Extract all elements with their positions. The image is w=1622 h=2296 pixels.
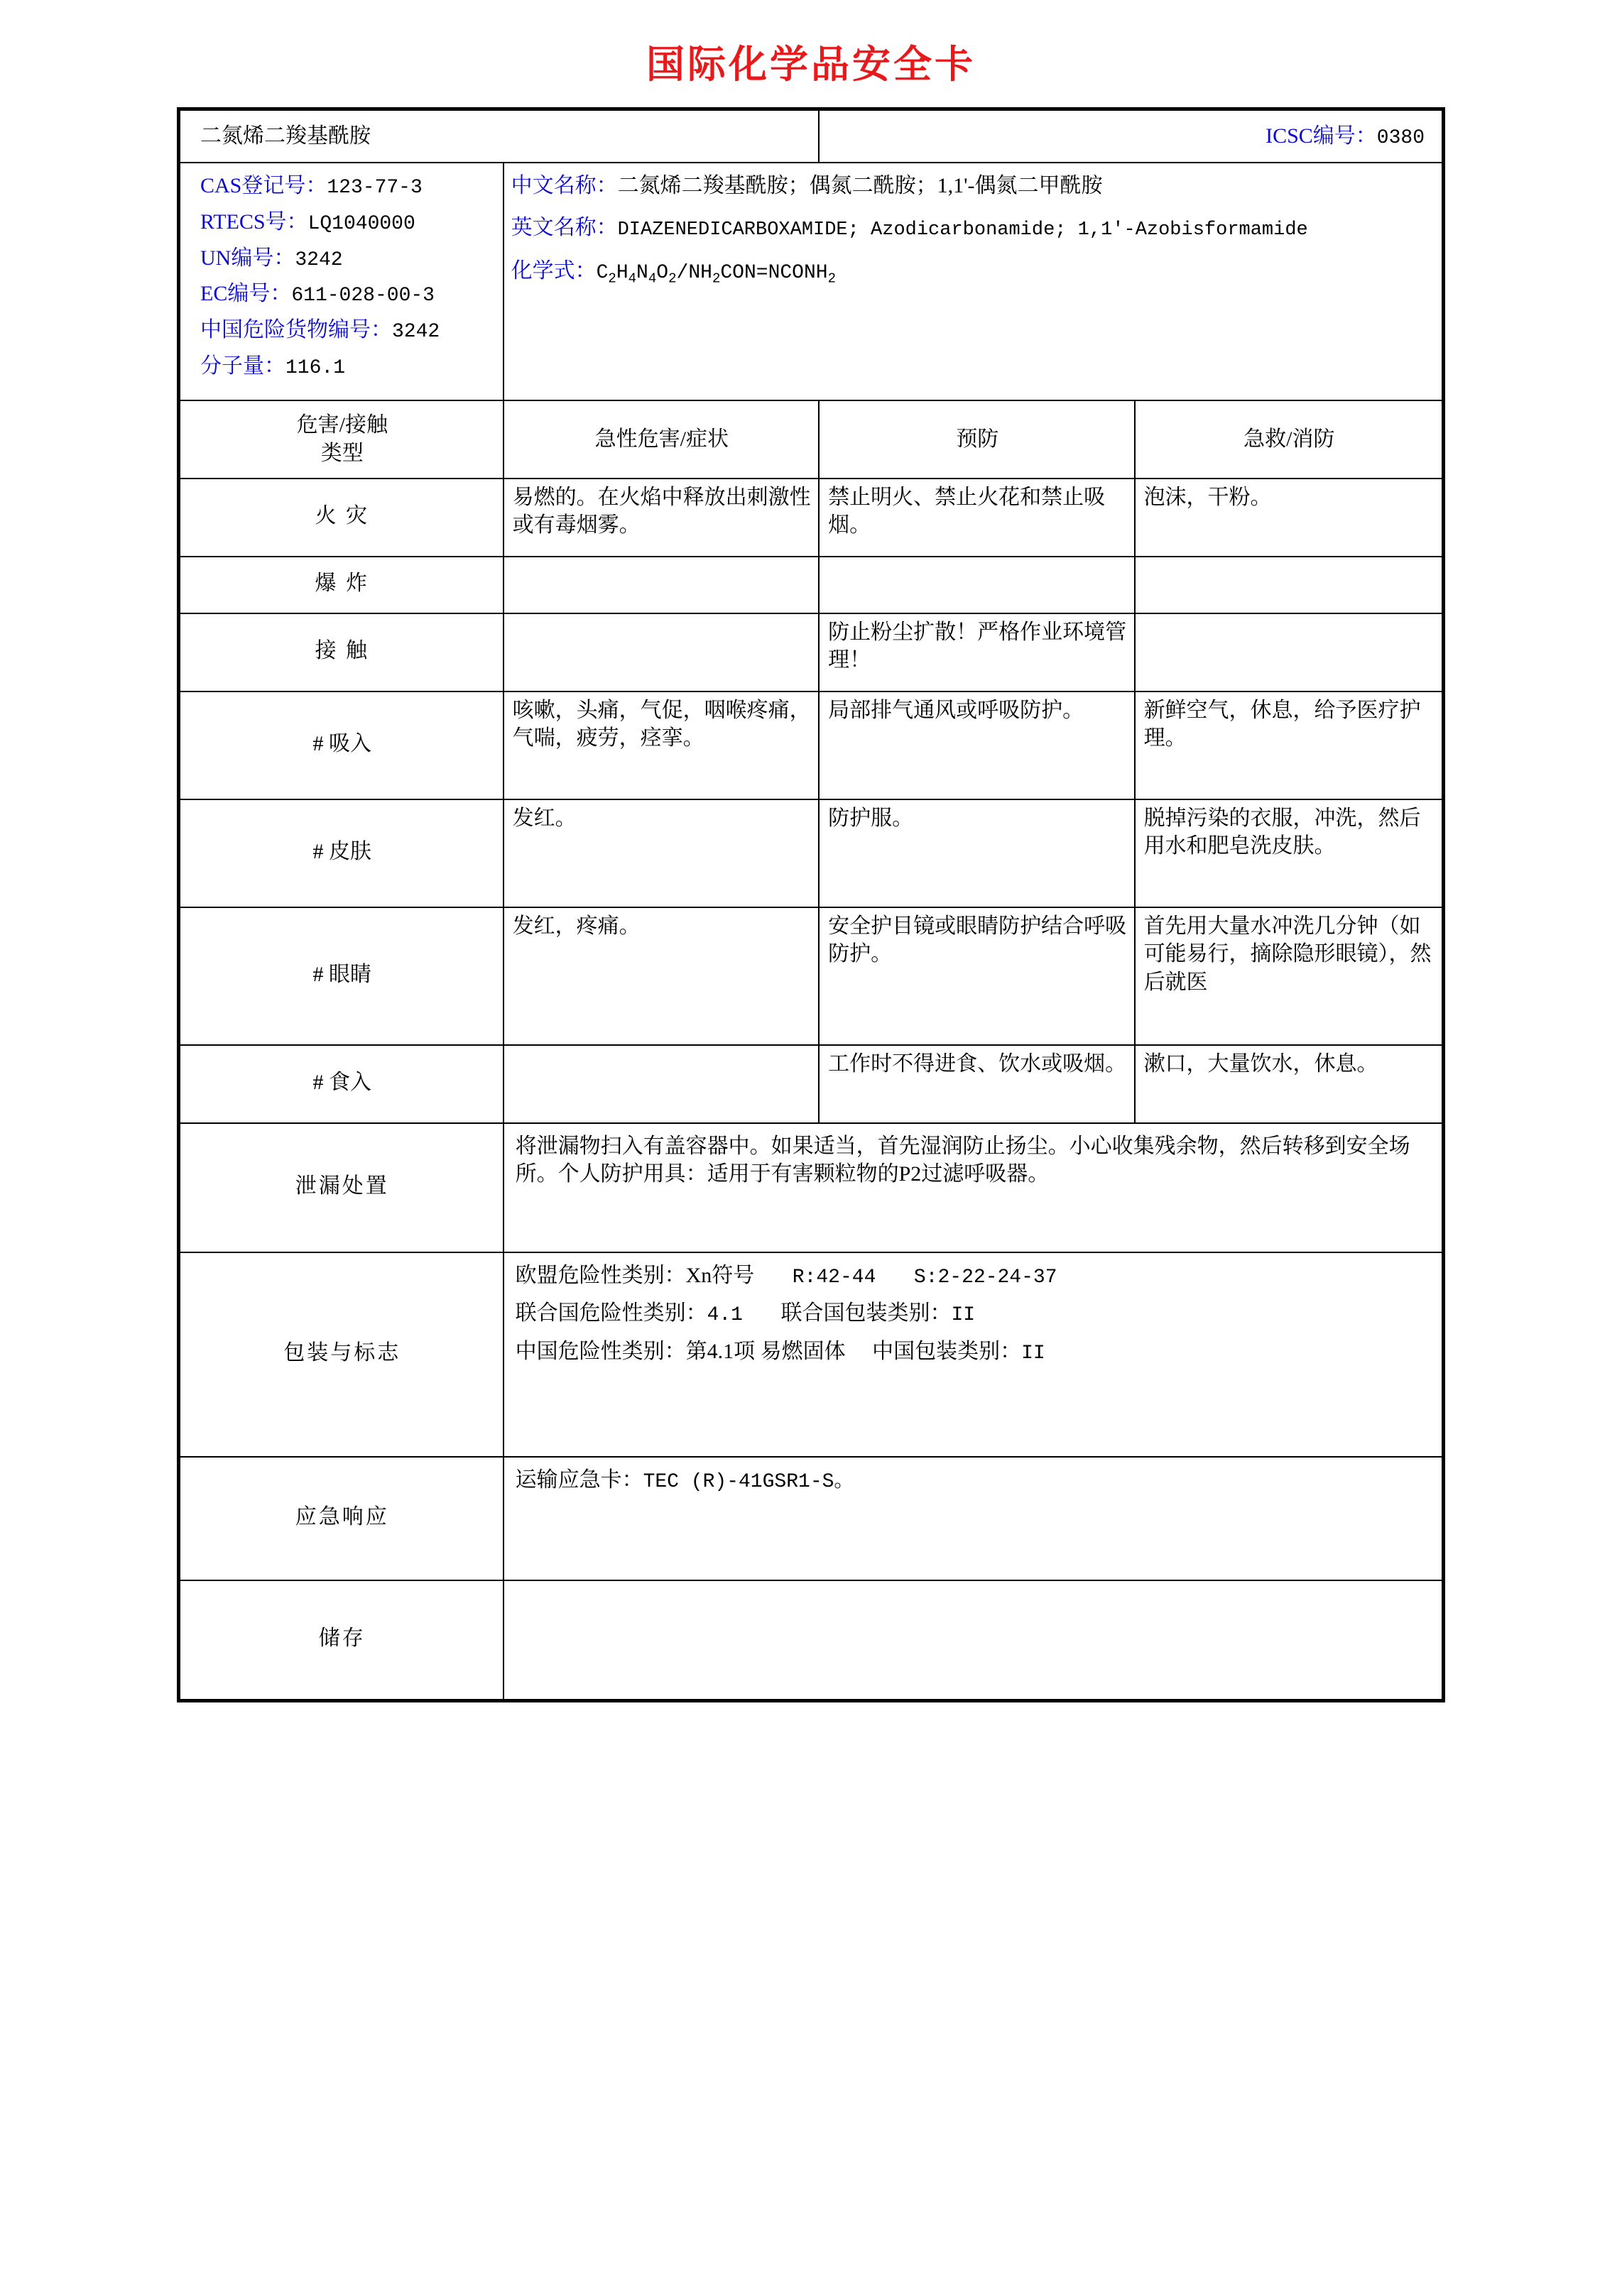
- row-skin-symptoms: 发红。: [504, 799, 820, 907]
- packaging-eu-label: 欧盟危险性类别：: [515, 1263, 686, 1287]
- packaging-cn-line: [516, 1338, 1429, 1367]
- row-explosion-firstaid: [1135, 557, 1442, 613]
- identifier-un-label: UN编号：: [200, 246, 295, 270]
- names-block: [504, 163, 1442, 401]
- row-inhalation-symptoms: 咳嗽，头痛，气促，咽喉疼痛，气喘，疲劳，痉挛。: [504, 691, 820, 799]
- row-exposure-symptoms: [504, 613, 820, 691]
- row-ingestion-prevention: 工作时不得进食、饮水或吸烟。: [819, 1045, 1134, 1123]
- formula-label: 化学式：: [511, 259, 597, 283]
- packaging-un-pack-value: II: [951, 1304, 976, 1327]
- identifier-ec-value: 611-028-00-3: [291, 285, 435, 307]
- row-label-eyes: # 眼睛: [180, 907, 504, 1045]
- identifier-cas-value: 123-77-3: [327, 176, 423, 199]
- row-explosion-symptoms: [504, 557, 820, 613]
- row-label-storage: 储存: [180, 1580, 504, 1700]
- spill-row: [180, 1123, 1442, 1252]
- row-label-inhalation: # 吸入: [180, 691, 504, 799]
- row-eyes-prevention: 安全护目镜或眼睛防护结合呼吸防护。: [819, 907, 1134, 1045]
- identifier-cn-dg-value: 3242: [392, 321, 440, 344]
- identifier-mw-value: 116.1: [285, 357, 346, 380]
- table-row: [180, 479, 1442, 557]
- packaging-un-pack-label: 联合国包装类别：: [780, 1301, 952, 1325]
- row-exposure-firstaid: [1135, 613, 1442, 691]
- row-ingestion-firstaid: 漱口，大量饮水，休息。: [1135, 1045, 1442, 1123]
- identifier-rtecs-label: RTECS号：: [200, 209, 308, 234]
- emergency-row: [180, 1457, 1442, 1580]
- identifier-ec-label: EC编号：: [200, 282, 292, 306]
- row-skin-firstaid: 脱掉污染的衣服，冲洗，然后用水和肥皂洗皮肤。: [1135, 799, 1442, 907]
- row-label-packaging: 包装与标志: [180, 1252, 504, 1457]
- chinese-name-label: 中文名称：: [511, 173, 618, 197]
- packaging-s-phrases: S:2-22-24-37: [913, 1266, 1057, 1289]
- table-row: [180, 1045, 1442, 1123]
- table-row: [180, 691, 1442, 799]
- storage-text: [504, 1580, 1442, 1700]
- identifier-rtecs-value: LQ1040000: [307, 212, 415, 235]
- identifier-un-value: 3242: [295, 248, 343, 271]
- emergency-label: 运输应急卡：: [515, 1467, 643, 1492]
- col-header-symptoms: 急性危害/症状: [504, 400, 820, 478]
- icsc-card: [177, 107, 1445, 1702]
- storage-row: [180, 1580, 1442, 1700]
- identifier-cn-dg-label: 中国危险货物编号：: [200, 318, 392, 342]
- packaging-content: [504, 1252, 1442, 1457]
- formula-row: [511, 257, 1430, 288]
- icsc-number-cell: [819, 110, 1442, 163]
- icsc-page: [0, 34, 1622, 2296]
- card-header-row: [180, 110, 1442, 163]
- row-label-skin: # 皮肤: [180, 799, 504, 907]
- col-header-hazard-type: [180, 400, 504, 478]
- row-fire-symptoms: 易燃的。在火焰中释放出刺激性或有毒烟雾。: [504, 479, 820, 557]
- table-row: [180, 613, 1442, 691]
- packaging-eu-line: [516, 1262, 1429, 1291]
- icsc-table: [179, 109, 1443, 1700]
- packaging-row: [180, 1252, 1442, 1457]
- col-header-hazard-type-l2: 类型: [320, 441, 364, 465]
- row-explosion-prevention: [819, 557, 1134, 613]
- identifier-rtecs: [200, 208, 491, 238]
- packaging-r-phrases: R:42-44: [792, 1266, 876, 1289]
- identifier-cas-label: CAS登记号：: [200, 173, 327, 197]
- row-label-ingestion: # 食入: [180, 1045, 504, 1123]
- icsc-value: 0380: [1376, 127, 1425, 149]
- spill-text: 将泄漏物扫入有盖容器中。如果适当，首先湿润防止扬尘。小心收集残余物，然后转移到安全场所。个人防护用具：适用于有害颗粒物的P2过滤呼吸器。: [504, 1123, 1442, 1252]
- row-skin-prevention: 防护服。: [819, 799, 1134, 907]
- row-inhalation-prevention: 局部排气通风或呼吸防护。: [819, 691, 1134, 799]
- page-title: 国际化学品安全卡: [646, 43, 976, 86]
- identifier-un: [200, 244, 491, 274]
- identifier-block: [180, 163, 504, 401]
- icsc-label: ICSC编号：: [1266, 124, 1377, 148]
- chinese-name-value: 二氮烯二羧基酰胺；偶氮二酰胺；1,1'-偶氮二甲酰胺: [617, 173, 1103, 197]
- table-row: [180, 799, 1442, 907]
- table-row: [180, 907, 1442, 1045]
- row-fire-firstaid: 泡沫，干粉。: [1135, 479, 1442, 557]
- english-name-row: [511, 214, 1430, 243]
- identifier-cas: [200, 172, 491, 202]
- packaging-cn-label: 中国危险性类别：: [515, 1340, 686, 1364]
- row-exposure-prevention: 防止粉尘扩散！严格作业环境管理！: [819, 613, 1134, 691]
- row-label-explosion: 爆 炸: [180, 557, 504, 613]
- col-header-hazard-type-l1: 危害/接触: [296, 413, 388, 437]
- formula-value: $C_2H_4N_4O_2/NH_2CON=NCONH_2$: [596, 262, 837, 287]
- emergency-content: [504, 1457, 1442, 1580]
- packaging-un-line: [516, 1299, 1429, 1329]
- row-ingestion-symptoms: [504, 1045, 820, 1123]
- identifier-ec: [200, 280, 491, 310]
- row-eyes-symptoms: 发红，疼痛。: [504, 907, 820, 1045]
- emergency-value: TEC (R)-41GSR1-S。: [643, 1470, 854, 1493]
- packaging-un-label: 联合国危险性类别：: [515, 1301, 707, 1325]
- chinese-name-row: [511, 172, 1430, 200]
- table-row: [180, 557, 1442, 613]
- row-label-fire: 火 灾: [180, 479, 504, 557]
- col-header-prevention: 预防: [819, 400, 1134, 478]
- row-fire-prevention: 禁止明火、禁止火花和禁止吸烟。: [819, 479, 1134, 557]
- row-label-spill: 泄漏处置: [180, 1123, 504, 1252]
- substance-name: 二氮烯二羧基酰胺: [180, 110, 819, 163]
- identifier-mw-label: 分子量：: [200, 354, 285, 378]
- table-head-row: [180, 400, 1442, 478]
- identity-row: [180, 163, 1442, 401]
- english-name-value: DIAZENEDICARBOXAMIDE; Azodicarbonamide; 1,1'-Azobisformamide: [617, 219, 1308, 241]
- packaging-cn-pack-value: II: [1021, 1343, 1045, 1365]
- identifier-cn-dg: [200, 316, 491, 346]
- row-label-emergency: 应急响应: [180, 1457, 504, 1580]
- packaging-eu-value: Xn符号: [685, 1263, 755, 1287]
- identifier-mw: [200, 352, 491, 382]
- col-header-firstaid: 急救/消防: [1135, 400, 1442, 478]
- row-eyes-firstaid: 首先用大量水冲洗几分钟（如可能易行，摘除隐形眼镜），然后就医: [1135, 907, 1442, 1045]
- packaging-un-value: 4.1: [707, 1304, 743, 1327]
- row-label-exposure: 接 触: [180, 613, 504, 691]
- row-inhalation-firstaid: 新鲜空气，休息，给予医疗护理。: [1135, 691, 1442, 799]
- packaging-cn-pack-label: 中国包装类别：: [872, 1340, 1022, 1364]
- english-name-label: 英文名称：: [511, 216, 618, 240]
- packaging-cn-value: 第4.1项 易燃固体: [685, 1340, 846, 1364]
